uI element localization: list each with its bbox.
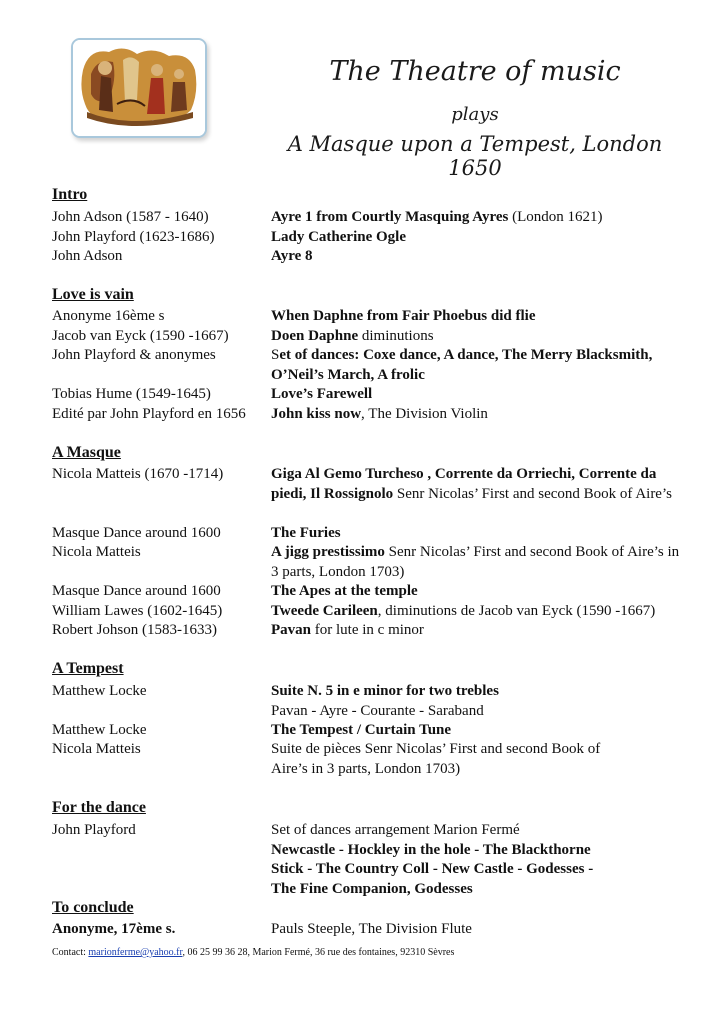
ensemble-logo-image [71,38,207,138]
composer: Anonyme, 17ème s. [52,921,176,937]
piece-title: Suite N. 5 in e minor for two trebles [271,683,499,699]
piece-note: diminutions [358,328,434,344]
piece-title: Pavan [271,622,312,638]
composer: John Playford (1623-1686) [52,229,215,245]
piece-title: Giga Al Gemo Turcheso , Corrente da Orriechi, Corrente da piedi, Il Rossignolo [271,466,657,502]
piece [271,524,681,544]
piece-note: Pauls Steeple, The Division Flute [271,921,472,937]
piece [271,307,681,327]
piece-title: Ayre 1 from Courtly Masquing Ayres [271,209,509,225]
contact-line [52,947,454,958]
piece [271,543,681,582]
piece-title: When Daphne from Fair Phoebus did flie [271,308,536,324]
composer: Tobias Hume (1549-1645) [52,386,211,402]
piece-title: Tweede Carileen [271,603,378,619]
composer: Nicola Matteis (1670 -1714) [52,466,224,482]
composer: John Playford & anonymes [52,347,216,363]
composer: John Playford [52,822,136,838]
piece [271,228,681,248]
piece-title: Lady Catherine Ogle [271,229,406,245]
piece [271,621,681,641]
composer: Edité par John Playford en 1656 [52,406,246,422]
composer: Matthew Locke [52,722,147,738]
piece-prefix: S [271,347,280,363]
piece [271,208,681,228]
page-subtitle: plays [451,104,499,125]
section-heading-a-tempest: A Tempest [52,660,124,677]
composer: Masque Dance around 1600 [52,525,221,541]
piece-title: Newcastle - Hockley in the hole - The Blackthorne Stick - The Country Coll - New Castle - Godesses - The Fine Companion, Godesses [271,841,594,897]
piece [271,821,621,899]
piece [271,920,681,940]
piece [271,582,681,602]
piece [271,465,681,504]
piece-note: Suite de pièces Senr Nicolas’ First and second Book of Aire’s in 3 parts, London 1703) [271,741,601,777]
composer: Anonyme 16ème s [52,308,165,324]
composer: Masque Dance around 1600 [52,583,221,599]
piece [271,682,681,721]
piece-note: for lute in c minor [311,622,424,638]
piece-note: , diminutions de Jacob van Eyck (1590 -1667) [377,603,656,619]
piece-title: John kiss now [271,406,362,422]
page-title: The Theatre of music [329,56,621,87]
composer: Nicola Matteis [52,544,141,560]
piece-title: The Tempest / Curtain Tune [271,722,452,738]
piece [271,346,681,385]
piece-title: et of dances: Coxe dance, A dance, The Merry Blacksmith, O’Neil’s March, A frolic [271,347,653,383]
section-heading-to-conclude: To conclude [52,899,134,916]
section-heading-a-masque: A Masque [52,444,121,461]
piece [271,247,681,267]
arrangement-note: Set of dances arrangement Marion Fermé [271,822,520,838]
piece-note: Senr Nicolas’ First and second Book of Aire’s [393,485,672,502]
composer: William Lawes (1602-1645) [52,603,223,619]
piece [271,740,631,779]
piece-title: Doen Daphne [271,328,359,344]
piece-title: The Furies [271,525,341,541]
composer: John Adson (1587 - 1640) [52,209,209,225]
piece-title: Love’s Farewell [271,386,373,402]
composer: Nicola Matteis [52,741,141,757]
piece-title: A jigg prestissimo [271,544,385,560]
contact-email-link[interactable]: marionferme@yahoo.fr [88,947,183,958]
piece-movements: Pavan - Ayre - Courante - Saraband [271,702,484,719]
piece [271,721,681,741]
section-heading-love-is-vain: Love is vain [52,286,134,303]
piece [271,405,681,425]
composer: Jacob van Eyck (1590 -1667) [52,328,229,344]
program-title: A Masque upon a Tempest, London 1650 [287,132,663,180]
piece [271,602,701,622]
contact-label: Contact: [52,947,89,958]
piece-title: The Apes at the temple [271,583,418,599]
piece-note: Senr Nicolas’ First and second Book of Aire’s in 3 parts, London 1703) [271,544,680,580]
section-heading-for-the-dance: For the dance [52,799,146,816]
contact-details: , 06 25 99 36 28, Marion Fermé, 36 rue des fontaines, 92310 Sèvres [182,947,455,958]
piece-title: Ayre 8 [271,248,313,264]
section-heading-intro: Intro [52,186,88,203]
composer: Matthew Locke [52,683,147,699]
composer: John Adson [52,248,123,264]
piece-note: (London 1621) [508,209,603,225]
piece [271,385,681,405]
piece [271,327,681,347]
piece-note: , The Division Violin [361,406,488,422]
composer: Robert Johson (1583-1633) [52,622,217,638]
